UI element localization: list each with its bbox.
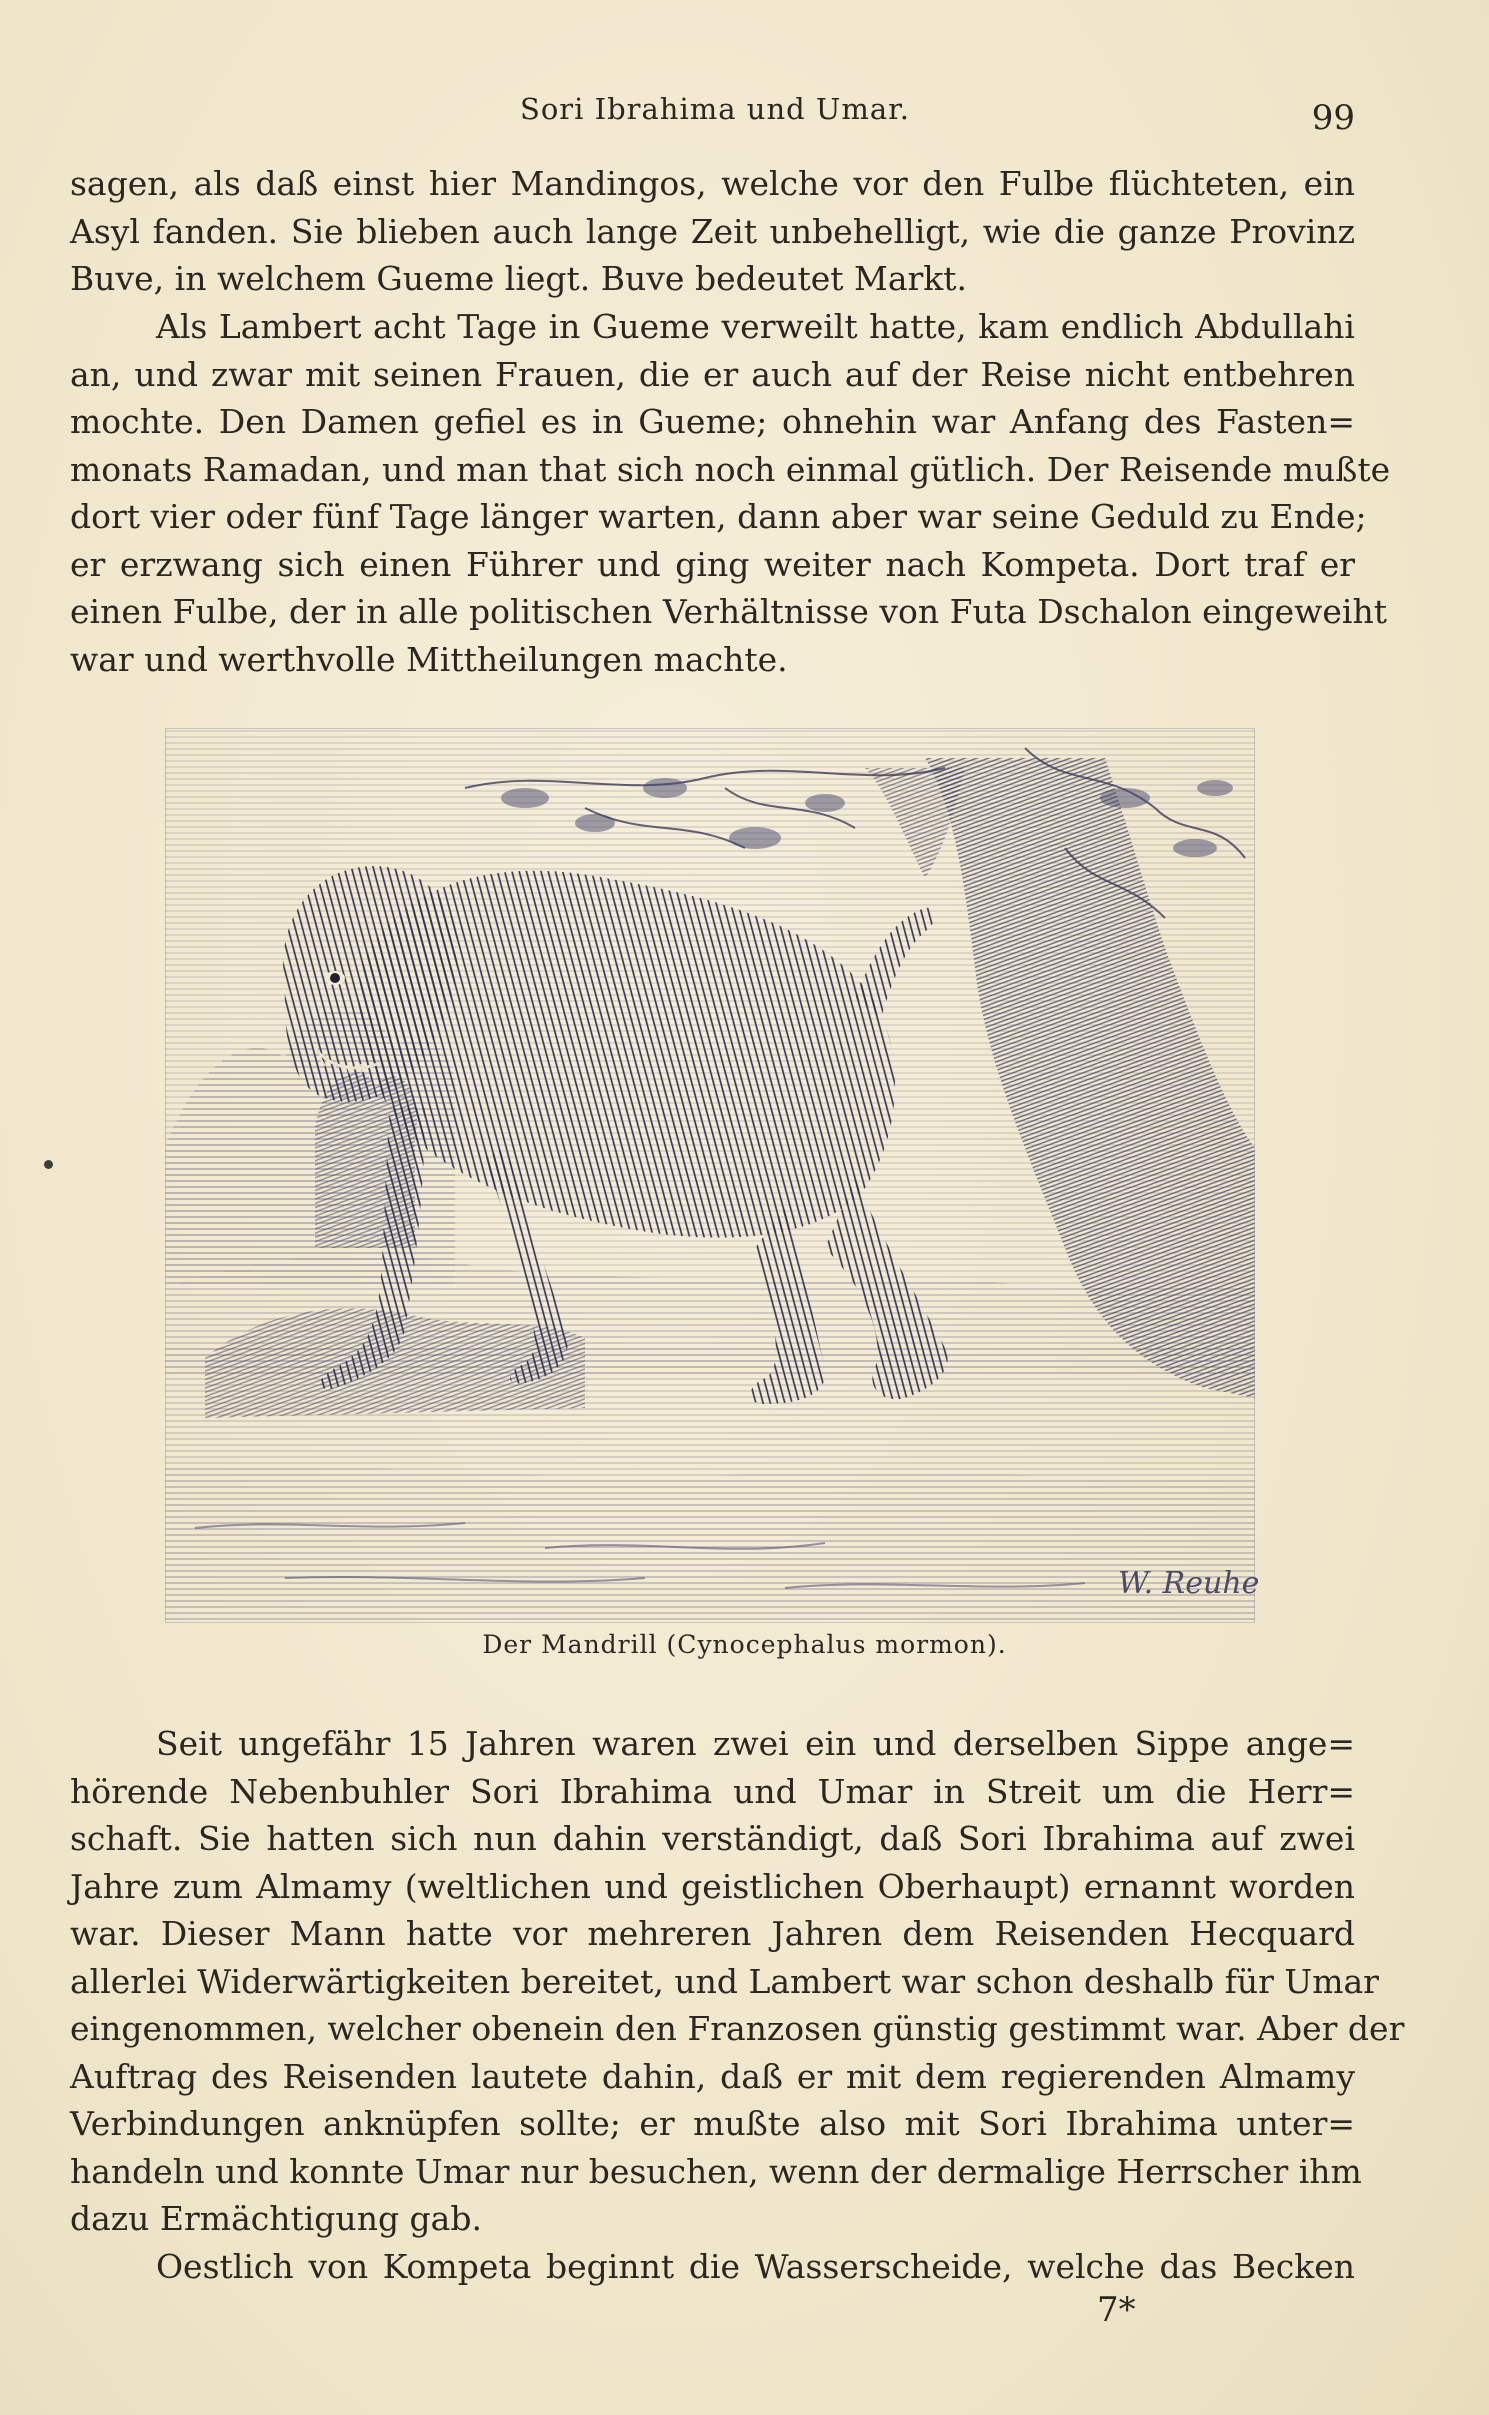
text-line: monats Ramadan, und man that sich noch einmal gütlich. Der Reisende mußte <box>70 449 1391 489</box>
paragraph-1 <box>70 160 1355 303</box>
text-line: Seit ungefähr 15 Jahren waren zwei ein und derselben Sippe ange= <box>156 1724 1355 1763</box>
text-line: dazu Ermächtigung gab. <box>70 2199 482 2238</box>
text-line: hörende Nebenbuhler Sori Ibrahima und Umar in Streit um die Herr= <box>70 1771 1355 1811</box>
text-line: schaft. Sie hatten sich nun dahin verständigt, daß Sori Ibrahima auf zwei <box>70 1819 1355 1858</box>
text-line: dort vier oder fünf Tage länger warten, dann aber war seine Geduld zu Ende; <box>70 497 1367 536</box>
text-line: Als Lambert acht Tage in Gueme verweilt hatte, kam endlich Abdullahi <box>156 307 1355 346</box>
text-line: einen Fulbe, der in alle politischen Verhältnisse von Futa Dschalon eingeweiht <box>70 592 1388 631</box>
paragraph-4 <box>70 2243 1355 2291</box>
text-line: eingenommen, welcher obenein den Franzosen günstig gestimmt war. Aber der <box>70 2009 1405 2048</box>
text-line: handeln und konnte Umar nur besuchen, wenn der dermalige Herrscher ihm <box>70 2151 1362 2191</box>
signature-mark: 7* <box>1097 2290 1136 2330</box>
text-line: an, und zwar mit seinen Frauen, die er auch auf der Reise nicht entbehren <box>70 354 1355 394</box>
paragraph-3 <box>70 1720 1405 2243</box>
text-line: er erzwang sich einen Führer und ging weiter nach Kompeta. Dort traf er <box>70 544 1355 584</box>
text-line: Oestlich von Kompeta beginnt die Wasserscheide, welche das Becken <box>156 2247 1355 2286</box>
text-line: war. Dieser Mann hatte vor mehreren Jahren dem Reisenden Hecquard <box>70 1914 1355 1953</box>
text-line: Auftrag des Reisenden lautete dahin, daß er mit dem regierenden Almamy <box>70 2056 1355 2096</box>
mandrill-illustration <box>165 728 1255 1623</box>
running-title: Sori Ibrahima und Umar. <box>519 92 911 126</box>
text-line: Asyl fanden. Sie blieben auch lange Zeit unbehelligt, wie die ganze Provinz <box>70 211 1355 251</box>
text-line: war und werthvolle Mittheilungen machte. <box>70 639 788 679</box>
ink-speck <box>44 1160 53 1169</box>
page-header <box>70 92 1360 140</box>
text-line: Buve, in welchem Gueme liegt. Buve bedeutet Markt. <box>70 259 968 298</box>
engraver-signature: W. Reuhe <box>1118 1566 1260 1601</box>
figure-caption: Der Mandrill (Cynocephalus mormon). <box>482 1630 1007 1659</box>
text-line: Verbindungen anknüpfen sollte; er mußte also mit Sori Ibrahima unter= <box>70 2104 1355 2143</box>
text-line: Jahre zum Almamy (weltlichen und geistlichen Oberhaupt) ernannt worden <box>70 1866 1355 1906</box>
mandrill-engraving <box>165 728 1255 1623</box>
text-line: sagen, als daß einst hier Mandingos, welche vor den Fulbe flüchteten, ein <box>70 164 1355 203</box>
page-number: 99 <box>1311 98 1355 138</box>
text-line: allerlei Widerwärtigkeiten bereitet, und Lambert war schon deshalb für Umar <box>70 1961 1379 2001</box>
paragraph-2 <box>70 303 1391 683</box>
text-line: mochte. Den Damen gefiel es in Gueme; ohnehin war Anfang des Fasten= <box>70 402 1355 441</box>
